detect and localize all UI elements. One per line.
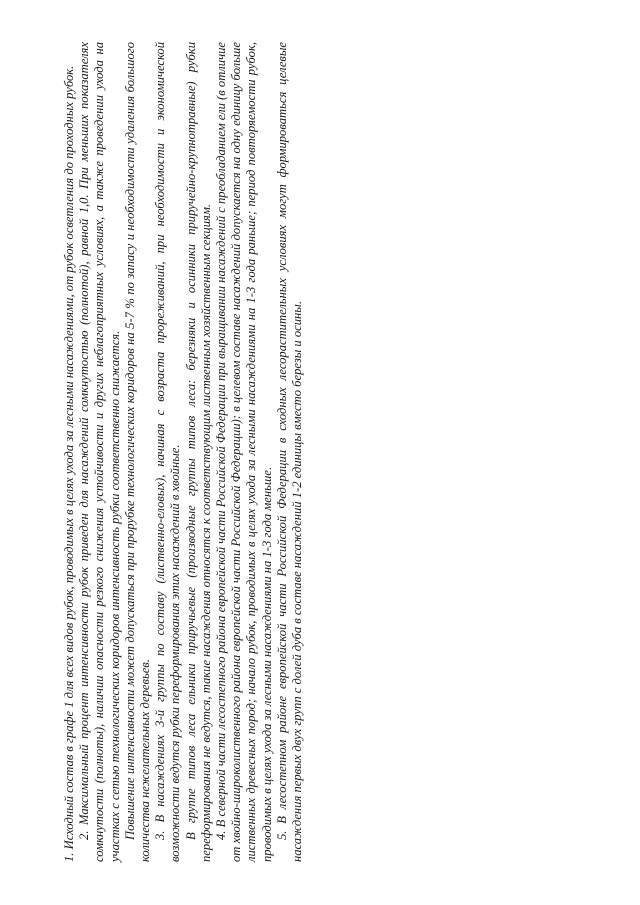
note-3: 3. В насаждениях 3-й группы по составу (лиственно-еловых), начиная с возраста прореживаний, при необходимости и экономической возможности ведутся рубки переформирования этих насаждений в хвойные. (153, 42, 183, 862)
notes-block (62, 42, 305, 862)
note-5: 5. В лесостепном районе европейской части Российской Федерации в сходных лесорастительных условиях могут формироваться целевые насаждения первых двух групп с долей дуба в составе насаждений 1-2 единицы вместо березы и осины. (274, 42, 305, 862)
note-2: 2. Максимальный процент интенсивности рубок приведен для насаждений сомкнутостью (полнотой), равной 1,0. При меньших показателях сомкнутости (полноты), наличии опасности резкого снижения устойчивости и других неблагоприятных условиях, а также проведении ухода на участках с сетью технологических коридоров интенсивность рубки соответственно снижается. (77, 42, 122, 862)
note-2-paragraph-2: Повышение интенсивности может допускаться при прорубке технологических коридоров на 5-7 % по запасу и необходимости удаления большого количества нежелательных деревьев. (122, 42, 153, 862)
note-4: 4. В северной части лесостепного района европейской части Российской Федерации при выращивании насаждений с преобладанием ели (в отличие от хвойно-широколиственного района европейской части Российской Федерации): в целевом составе насаждений допускается на одну единицу больше лиственных древесных пород; начало рубок, проводимых в целях ухода за лесными насаждениями на 1-3 года раньше; период повторяемости рубок, проводимых в целях ухода за лесными насаждениями на 1-3 года меньше. (214, 42, 274, 862)
note-3-paragraph-2: В группе типов леса ельники приручьевые (производные группы типов леса: березняки и осинники приручейно-крупнотравные) рубки переформирования не ведутся, такие насаждения относятся к соответствующим лиственным хозяйственным секциям. (183, 42, 213, 862)
note-1: 1. Исходный состав в графе 1 для всех видов рубок, проводимых в целях ухода за лесными насаждениями, от рубок осветления до проходных рубок. (62, 65, 76, 862)
